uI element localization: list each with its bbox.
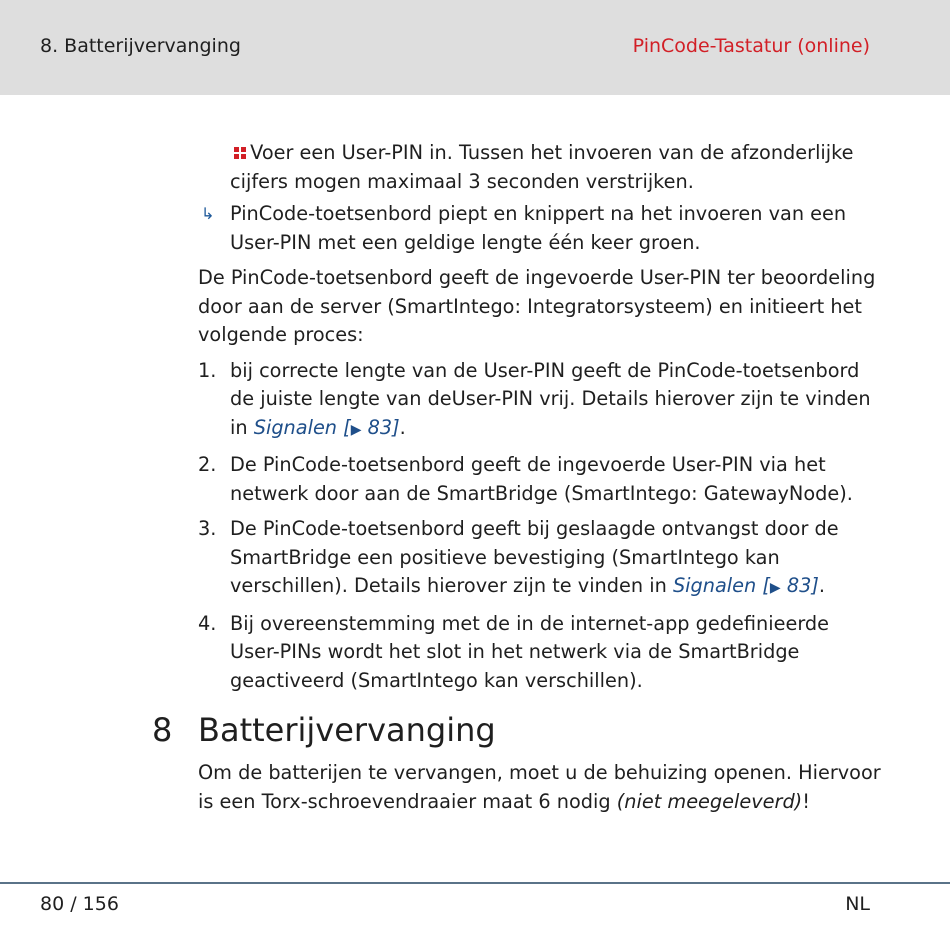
list-text: De PinCode-toetsenbord geeft bij geslaagde ontvangst door de SmartBridge een positieve bevestiging (SmartIntego kan verschillen). Details hierover zijn te vinden in	[230, 517, 839, 597]
section-title: Batterijvervanging	[198, 711, 496, 749]
list-text: De PinCode-toetsenbord geeft de ingevoerde User-PIN via het netwerk door aan de SmartBridge (SmartIntego: GatewayNode).	[230, 453, 853, 505]
step-text: Voer een User-PIN in. Tussen het invoeren van de afzonderlijke cijfers mogen maximaal 3 seconden verstrijken.	[230, 141, 854, 193]
section-paragraph: Om de batterijen te vervangen, moet u de behuizing openen. Hiervoor is een Torx-schroevendraaier maat 6 nodig (niet meegeleverd)!	[198, 761, 881, 813]
header-chapter: 8. Batterijvervanging	[40, 35, 241, 57]
list-item: 3. De PinCode-toetsenbord geeft bij geslaagde ontvangst door de SmartBridge een positieve bevestiging (SmartIntego kan verschillen). Details hierover zijn te vinden in Signalen [▶ 83].	[198, 517, 839, 597]
list-item	[198, 451, 878, 508]
signalen-link[interactable]: Signalen [▶ 83]	[672, 574, 819, 597]
result-item	[198, 200, 878, 257]
triangle-right-icon: ▶	[769, 580, 781, 596]
list-text: bij correcte lengte van de User-PIN geeft de PinCode-toetsenbord de juiste lengte van deUser-PIN vrij. Details hierover zijn te vinden in	[230, 358, 871, 439]
signalen-link[interactable]: Signalen [▶ 83]	[253, 415, 400, 439]
list-item	[198, 610, 878, 696]
list-item: 1. bij correcte lengte van de User-PIN geeft de PinCode-toetsenbord de juiste lengte van deUser-PIN vrij. Details hierover zijn te vinden in Signalen [▶ 83].	[198, 358, 871, 439]
language-code: NL	[845, 893, 870, 915]
list-number: 3.	[198, 517, 217, 540]
page-number: 80 / 156	[40, 893, 119, 915]
list-number: 4.	[198, 611, 217, 635]
step-squares-icon	[234, 147, 248, 161]
result-text: PinCode-toetsenbord piept en knippert na het invoeren van een User-PIN met een geldige lengte één keer groen.	[230, 202, 847, 254]
triangle-right-icon: ▶	[350, 421, 362, 438]
section-number: 8	[152, 711, 173, 749]
list-text: Bij overeenstemming met de in de internet-app gedefinieerde User-PINs wordt het slot in het netwerk via de SmartBridge geactiveerd (SmartIntego kan verschillen).	[230, 611, 830, 692]
section-italic-note: (niet meegeleverd)	[616, 789, 803, 813]
intro-paragraph: De PinCode-toetsenbord geeft de ingevoerde User-PIN ter beoordeling door aan de server (SmartIntego: Integratorsysteem) en initieert het volgende proces:	[198, 266, 876, 346]
section-heading	[152, 708, 496, 752]
result-arrow-icon: ↳	[201, 204, 215, 223]
list-number: 2.	[198, 453, 217, 476]
step-item	[198, 139, 878, 196]
main-content	[198, 139, 878, 695]
page-header	[0, 0, 950, 95]
footer-divider	[0, 882, 950, 884]
header-product: PinCode-Tastatur (online)	[632, 35, 870, 57]
list-number: 1.	[198, 358, 217, 382]
